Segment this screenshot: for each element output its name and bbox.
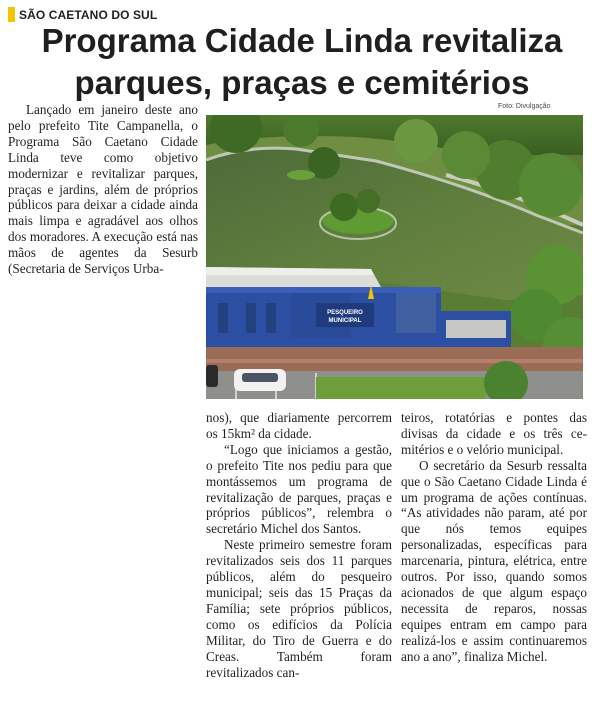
sign-line-1: PESQUEIRO [327, 310, 363, 316]
article-photo [206, 115, 583, 399]
article-column-3 [401, 410, 587, 665]
paragraph: teiros, rotatórias e pontes das divisas da cidade e os três cemitérios e o velório municipal. [401, 410, 587, 457]
photo-credit: Foto: Divulgação [498, 103, 551, 110]
paragraph: Neste primeiro semestre foram revitalizados seis dos 11 parques públicos, além do pesqueiro municipal; seis das 15 Praças da Família; sete próprios públicos, como os edifícios da Polícia Militar, do Tiro de Guerra e do Creas. Também foram revitalizados can- [206, 537, 392, 680]
headline-line-2: parques, praças e cemitérios [74, 64, 530, 101]
article-column-2 [206, 410, 392, 680]
headline [0, 20, 604, 104]
article-column-1 [8, 102, 198, 277]
paragraph: O secretário da Sesurb ressalta que o São Caetano Cidade Linda é um programa de ações contínuas. “As atividades não param, até por que nós temos equipes personalizadas, específicas para marcenaria, pintura, elétrica, entre outros. Por isso, quando somos acionados de que algum espaço necessita de reparos, nossas equipes entram em campo para realizá-los e assim continuaremos ano a ano”, finaliza Michel. [401, 457, 587, 664]
section-label: SÃO CAETANO DO SUL [19, 7, 158, 22]
paragraph: Lançado em janeiro deste ano pelo prefeito Tite Campanella, o Programa São Caetano Cidade Linda teve como objetivo modernizar e revitalizar parques, praças e jardins, além de próprios públicos para deixar a cidade ainda mais limpa e agradável aos olhos dos moradores. A execução está nas mãos de agentes da Sesurb (Secretaria de Serviços Urba- [8, 102, 198, 277]
paragraph: “Logo que iniciamos a gestão, o prefeito Tite nos pediu para que montássemos um programa de revitalização de parques, praças e próprios públicos”, relembra o secretário Michel dos Santos. [206, 441, 392, 537]
aerial-park-illustration [206, 115, 583, 399]
sign-line-2: MUNICIPAL [328, 318, 362, 324]
headline-line-1: Programa Cidade Linda revitaliza [41, 22, 563, 59]
paragraph: nos), que diariamente percorrem os 15km² da cidade. [206, 410, 392, 441]
